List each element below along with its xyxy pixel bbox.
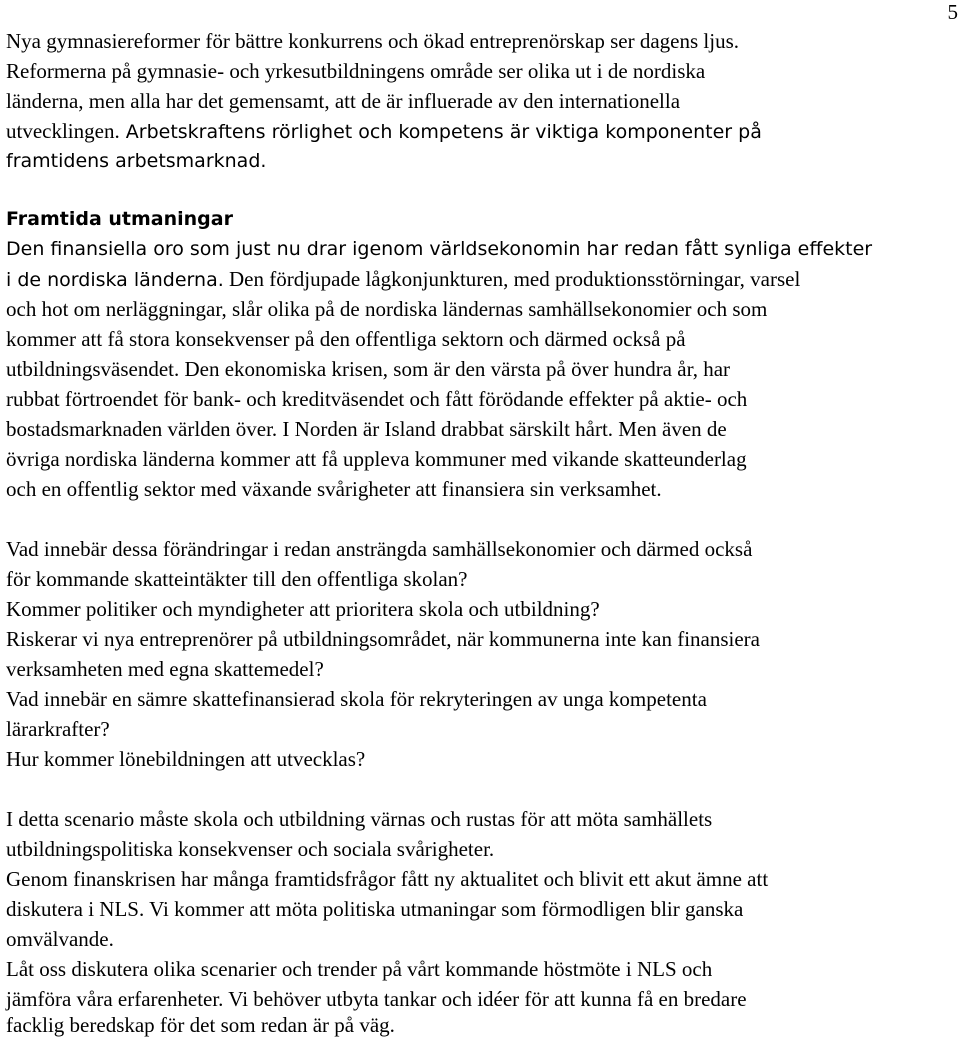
text-line: Reformerna på gymnasie- och yrkesutbildningens område ser olika ut i de nordiska xyxy=(6,59,706,83)
text-line: Låt oss diskutera olika scenarier och trender på vårt kommande höstmöte i NLS och xyxy=(6,957,713,981)
text-line: utbildningspolitiska konsekvenser och sociala svårigheter. xyxy=(6,837,495,861)
text-line: rubbat förtroendet för bank- och kreditväsendet och fått förödande effekter på aktie- och xyxy=(6,387,748,411)
text-line: kommer att få stora konsekvenser på den offentliga sektorn och därmed också på xyxy=(6,327,686,351)
text-line: lärarkrafter? xyxy=(6,717,110,741)
text-line: verksamheten med egna skattemedel? xyxy=(6,657,324,681)
text-line: jämföra våra erfarenheter. Vi behöver utbyta tankar och idéer för att kunna få en bredare xyxy=(6,987,747,1011)
text-line xyxy=(6,116,762,147)
text-line: Den finansiella oro som just nu drar igenom världsekonomin har redan fått synliga effekter xyxy=(6,238,873,260)
text-line: Kommer politiker och myndigheter att prioritera skola och utbildning? xyxy=(6,597,600,621)
text-line: omvälvande. xyxy=(6,927,114,951)
text-line: länderna, men alla har det gemensamt, att de är influerade av den internationella xyxy=(6,89,681,113)
text-line: bostadsmarknaden världen över. I Norden är Island drabbat särskilt hårt. Men även de xyxy=(6,417,727,441)
text-line: facklig beredskap för det som redan är på väg. xyxy=(6,1013,395,1037)
text-line xyxy=(6,264,800,295)
text-span: Arbetskraftens rörlighet och kompetens är viktiga komponenter på xyxy=(119,121,762,143)
text-line: I detta scenario måste skola och utbildning värnas och rustas för att möta samhällets xyxy=(6,807,713,831)
section-heading: Framtida utmaningar xyxy=(6,208,233,230)
text-span: Den fördjupade lågkonjunkturen, med produktionsstörningar, varsel xyxy=(223,267,801,291)
page-number: 5 xyxy=(947,0,958,24)
text-line: diskutera i NLS. Vi kommer att möta politiska utmaningar som förmodligen blir ganska xyxy=(6,897,744,921)
text-line: övriga nordiska länderna kommer att få uppleva kommuner med vikande skatteunderlag xyxy=(6,447,747,471)
text-line: utbildningsväsendet. Den ekonomiska krisen, som är den värsta på över hundra år, har xyxy=(6,357,731,381)
text-line: Riskerar vi nya entreprenörer på utbildningsområdet, när kommunerna inte kan finansiera xyxy=(6,627,760,651)
text-line: Nya gymnasiereformer för bättre konkurrens och ökad entreprenörskap ser dagens ljus. xyxy=(6,29,739,53)
text-span: utvecklingen. xyxy=(6,119,120,143)
text-line: Genom finanskrisen har många framtidsfrågor fått ny aktualitet och blivit ett akut ämne att xyxy=(6,867,769,891)
text-line: Hur kommer lönebildningen att utvecklas? xyxy=(6,747,366,771)
text-span: i de nordiska länderna. xyxy=(6,269,224,291)
text-line: och en offentlig sektor med växande svårigheter att finansiera sin verksamhet. xyxy=(6,477,662,501)
text-line: Vad innebär en sämre skattefinansierad skola för rekryteringen av unga kompetenta xyxy=(6,687,707,711)
text-line: Vad innebär dessa förändringar i redan ansträngda samhällsekonomier och därmed också xyxy=(6,537,753,561)
text-line: framtidens arbetsmarknad. xyxy=(6,150,267,172)
text-line: och hot om nerläggningar, slår olika på de nordiska ländernas samhällsekonomier och som xyxy=(6,297,768,321)
text-line: för kommande skatteintäkter till den offentliga skolan? xyxy=(6,567,468,591)
